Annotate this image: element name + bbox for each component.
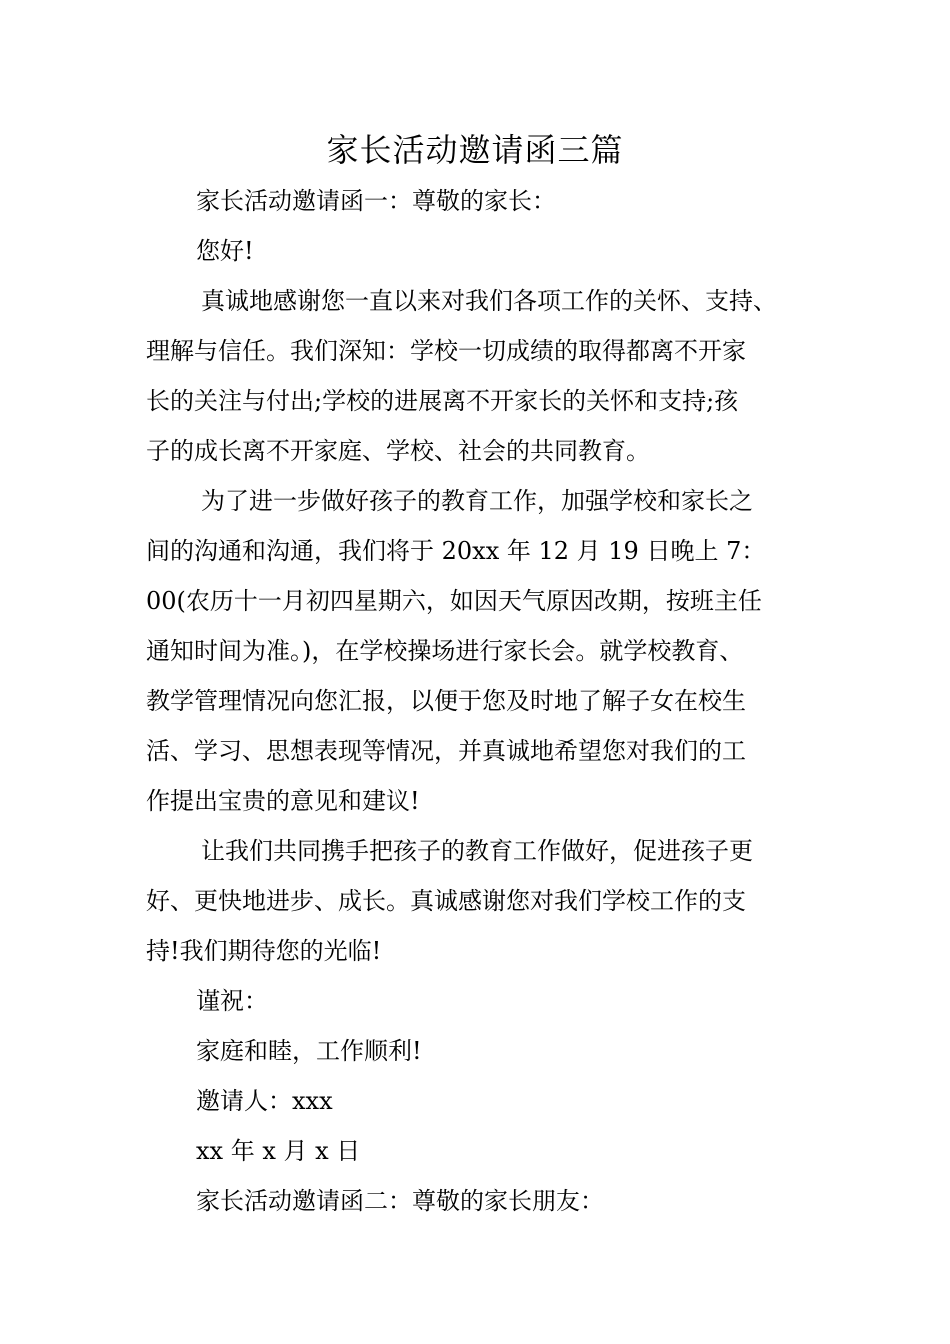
text-line: 好、更快地进步、成长。真诚感谢您对我们学校工作的支 <box>146 887 746 915</box>
letter-heading: 家长活动邀请函二：尊敬的家长朋友： <box>196 1187 604 1215</box>
letter-heading: 家长活动邀请函一：尊敬的家长： <box>196 187 556 215</box>
document-body <box>146 176 836 1226</box>
date-line: xx 年 x 月 x 日 <box>196 1137 361 1165</box>
closing-line: 谨祝： <box>196 987 268 1015</box>
text-line: 间的沟通和沟通，我们将于 20xx 年 12 月 19 日晚上 7： <box>146 537 766 565</box>
inviter-line: 邀请人：xxx <box>196 1087 333 1115</box>
text-line: 子的成长离不开家庭、学校、社会的共同教育。 <box>146 437 650 465</box>
text-line: 长的关注与付出;学校的进展离不开家长的关怀和支持;孩 <box>146 387 739 415</box>
text-line: 教学管理情况向您汇报，以便于您及时地了解子女在校生 <box>146 687 746 715</box>
text-line: 真诚地感谢您一直以来对我们各项工作的关怀、支持、 <box>201 287 777 315</box>
text-line: 通知时间为准。)，在学校操场进行家长会。就学校教育、 <box>146 637 744 665</box>
text-line: 持!我们期待您的光临! <box>146 937 382 965</box>
text-line: 理解与信任。我们深知：学校一切成绩的取得都离不开家 <box>146 337 746 365</box>
closing-wish: 家庭和睦，工作顺利! <box>196 1037 422 1065</box>
document-title: 家长活动邀请函三篇 <box>326 131 624 169</box>
text-line: 为了进一步做好孩子的教育工作，加强学校和家长之 <box>201 487 753 515</box>
text-line: 让我们共同携手把孩子的教育工作做好，促进孩子更 <box>201 837 753 865</box>
text-line: 作提出宝贵的意见和建议! <box>146 787 420 815</box>
text-line: 活、学习、思想表现等情况，并真诚地希望您对我们的工 <box>146 737 746 765</box>
greeting-line: 您好! <box>196 237 254 265</box>
text-line: 00(农历十一月初四星期六，如因天气原因改期，按班主任 <box>146 587 762 615</box>
